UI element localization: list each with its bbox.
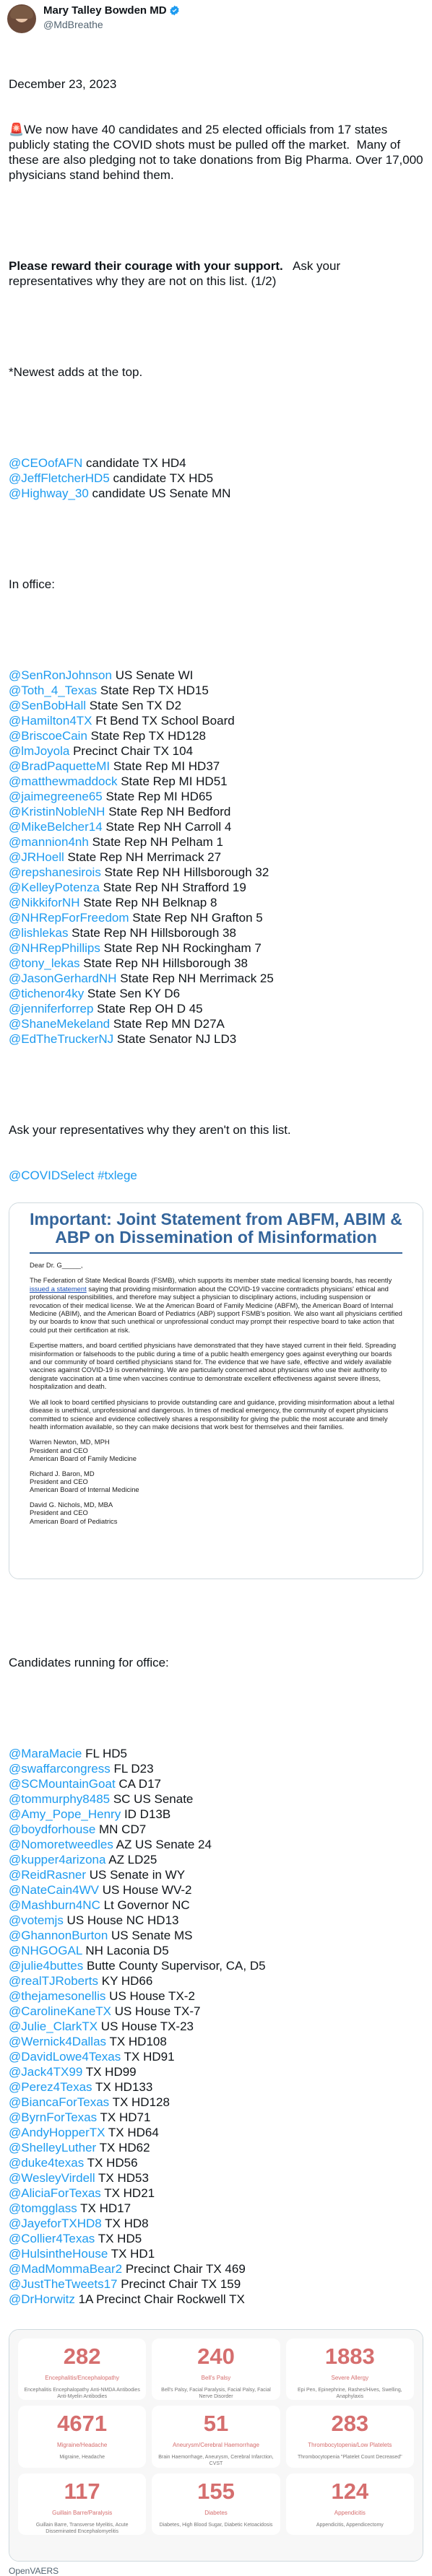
stat-card xyxy=(152,2474,280,2535)
mention-link[interactable]: @GhannonBurton xyxy=(9,1929,108,1942)
mention-link[interactable]: @NHRepForFreedom xyxy=(9,911,129,925)
candidate-office: TX HD91 xyxy=(121,2050,175,2064)
candidate-item xyxy=(9,2231,423,2246)
candidate-office: TX HD17 xyxy=(77,2201,131,2215)
candidate-office: US House TX-7 xyxy=(111,2004,201,2018)
candidate-office: US House WV-2 xyxy=(98,1883,192,1897)
official-item xyxy=(9,865,423,880)
candidate-item xyxy=(9,2079,423,2095)
tweet-text-2 xyxy=(0,1579,432,2322)
new-add-item xyxy=(9,471,423,486)
document-paragraph-3: We all look to board certified physicians to provide outstanding care and guidance, providing misinformation about a lethal disease is unethical, unprofessional and dangerous. In times of medical emergency, the community of expert physicians committed to science and evidence collectively shares a responsibility for giving the public the most accurate and timely health information available, so they can make decisions that work best for themselves and their families. xyxy=(30,1397,394,1431)
ask-again-text: Ask your representatives why they aren't on this list. xyxy=(9,1123,291,1137)
official-office: State Rep NH Merrimack 27 xyxy=(64,850,222,864)
candidate-office: US Senate in WY xyxy=(86,1868,186,1882)
candidate-item xyxy=(9,2049,423,2064)
candidate-item xyxy=(9,1746,423,1761)
candidate-item xyxy=(9,1807,423,1822)
stat-card xyxy=(286,2474,414,2535)
mention-link[interactable]: @Mashburn4NC xyxy=(9,1898,100,1912)
candidate-office: 1A Precinct Chair Rockwell TX xyxy=(74,2292,245,2306)
mention-link[interactable]: @BriscoeCain xyxy=(9,729,87,743)
candidate-office: AZ US Senate 24 xyxy=(113,1838,212,1851)
image-source: OpenVAERS xyxy=(9,2566,59,2576)
candidate-item xyxy=(9,2261,423,2276)
candidate-office: Butte County Supervisor, CA, D5 xyxy=(83,1959,266,1973)
mention-link[interactable]: @MaraMacie xyxy=(9,1747,82,1760)
stat-description: Epi Pen, Epinephrine, Rashes/Hives, Swelling, Anaphylaxis xyxy=(297,2388,402,2399)
candidate-item xyxy=(9,2019,423,2034)
stat-number: 282 xyxy=(63,2344,101,2369)
in-office-label: In office: xyxy=(9,577,55,591)
candidate-item xyxy=(9,1761,423,1776)
ask-paragraph: Please reward their courage with your support. Ask your representatives why they are not on this list. (1/2) xyxy=(9,259,344,288)
mention-link[interactable]: @EdTheTruckerNJ xyxy=(9,1032,114,1046)
statement-link: issued a statement xyxy=(30,1284,87,1293)
mention-link[interactable]: @JayeforTXHD8 xyxy=(9,2217,102,2230)
mention-link[interactable]: @ShaneMekeland xyxy=(9,1017,111,1031)
official-item xyxy=(9,698,423,713)
stat-description: Diabetes, High Blood Sugar, Diabetic Ketoacidosis xyxy=(159,2522,273,2528)
official-item xyxy=(9,895,423,910)
candidate-item xyxy=(9,2246,423,2261)
document-paragraph-2: Expertise matters, and board certified physicians have demonstrated that they have stayed current in their field. Spreading misinformation or falsehoods to the public during a time of a public health emergency goes against everything our boards and our community of board certified physicians stand for. The evidence that we have safe, effective and widely available vaccines against COVID-19 is overwhelming. We are particularly concerned about physicians who use their authority to denigrate vaccination at a time when vaccines continue to demonstrate excellent effectiveness against severe illness, hospitalization and death. xyxy=(30,1341,397,1391)
mention-link[interactable]: @CarolineKaneTX xyxy=(9,2004,111,2018)
official-office: US Senate WI xyxy=(111,668,194,682)
candidate-office: US Senate MS xyxy=(108,1929,193,1942)
official-office: State Sen TX D2 xyxy=(86,699,182,712)
mention-link[interactable]: @MikeBelcher14 xyxy=(9,820,103,834)
tweet-text xyxy=(0,38,432,1198)
mention-link[interactable]: @Amy_Pope_Henry xyxy=(9,1807,121,1821)
mention-link[interactable]: @Perez4Texas xyxy=(9,2080,92,2094)
mention-link[interactable]: @BiancaForTexas xyxy=(9,2095,110,2109)
new-add-item xyxy=(9,455,423,471)
mention-link[interactable]: @NHGOGAL xyxy=(9,1944,82,1957)
official-item xyxy=(9,940,423,956)
mention-link[interactable]: @CEOofAFN xyxy=(9,456,83,470)
candidate-office: CA D17 xyxy=(115,1777,161,1791)
official-office: State Rep TX HD15 xyxy=(97,684,209,697)
candidate-item xyxy=(9,1898,423,1913)
mention-link[interactable]: @Hamilton4TX xyxy=(9,714,92,728)
official-item xyxy=(9,713,423,728)
mention-link[interactable]: @WesleyVirdell xyxy=(9,2171,95,2185)
stat-card xyxy=(286,2339,414,2400)
mention-link[interactable]: @swaffarcongress xyxy=(9,1762,111,1776)
new-add-item xyxy=(9,486,423,501)
title-divider xyxy=(30,1252,402,1254)
stat-number: 155 xyxy=(197,2478,235,2504)
stat-number: 117 xyxy=(64,2478,100,2504)
candidate-office: TX HD64 xyxy=(105,2126,159,2139)
newest-note: *Newest adds at the top. xyxy=(9,365,143,379)
stat-card xyxy=(18,2474,146,2535)
official-item xyxy=(9,850,423,865)
mention-link[interactable]: @Toth_4_Texas xyxy=(9,684,98,697)
candidate-item xyxy=(9,2201,423,2216)
mention-link[interactable]: @repshanesirois xyxy=(9,865,101,879)
candidate-item xyxy=(9,2125,423,2140)
stats-image[interactable] xyxy=(9,2329,423,2562)
mention-link[interactable]: @Jack4TX99 xyxy=(9,2065,83,2079)
in-office-list xyxy=(9,668,423,1047)
stat-description: Appendicitis, Appendicectomy xyxy=(316,2522,384,2528)
mention-link[interactable]: @HulsintheHouse xyxy=(9,2247,108,2261)
official-office: State Rep NH Pelham 1 xyxy=(88,835,223,849)
mention-link[interactable]: @julie4buttes xyxy=(9,1959,84,1973)
candidate-office: TX HD71 xyxy=(97,2110,151,2124)
official-item xyxy=(9,910,423,925)
stat-description: Migraine, Headache xyxy=(59,2455,105,2461)
candidate-office: FL HD5 xyxy=(82,1747,128,1760)
mention-link[interactable]: @tomgglass xyxy=(9,2201,77,2215)
official-item xyxy=(9,668,423,683)
candidate-office: TX HD1 xyxy=(108,2247,155,2261)
candidate-office: AZ LD25 xyxy=(105,1853,157,1866)
mention-link[interactable]: @AliciaForTexas xyxy=(9,2186,101,2200)
intro-paragraph: 🚨We now have 40 candidates and 25 elected officials from 17 states publicly stating the COVID shots must be pulled off the market. Many of these are also pledging not to take donations from Big Pharma. Over 17,000 physicians stand behind them. xyxy=(9,123,427,182)
candidate-item xyxy=(9,1837,423,1852)
official-item xyxy=(9,774,423,789)
official-office: State Rep NH Hillsborough 38 xyxy=(79,956,248,970)
stat-card xyxy=(152,2406,280,2467)
official-office: State Rep TX HD128 xyxy=(87,729,207,743)
candidate-item xyxy=(9,1882,423,1898)
official-item xyxy=(9,759,423,774)
candidate-office: NH Laconia D5 xyxy=(82,1944,169,1957)
candidate-office: US House TX-23 xyxy=(98,2020,194,2033)
candidate-office: TX HD62 xyxy=(96,2141,150,2154)
tags-links[interactable]: @COVIDSelect #txlege xyxy=(9,1169,137,1182)
mention-link[interactable]: @tichenor4ky xyxy=(9,987,85,1000)
candidate-item xyxy=(9,2276,423,2292)
official-item xyxy=(9,789,423,804)
candidate-item xyxy=(9,1867,423,1882)
stat-card xyxy=(18,2339,146,2400)
candidate-item xyxy=(9,2216,423,2231)
mention-link[interactable]: @votemjs xyxy=(9,1913,64,1927)
stat-category: Migraine/Headache xyxy=(56,2442,108,2449)
mention-link[interactable]: @Collier4Texas xyxy=(9,2232,95,2245)
stat-category: Thrombocytopenia/Low Platelets xyxy=(308,2442,392,2449)
mention-link[interactable]: @Nomoretweedles xyxy=(9,1838,113,1851)
document-image[interactable] xyxy=(9,1202,423,1579)
candidate-office: US House NC HD13 xyxy=(63,1913,179,1927)
ask-bold-text: Please reward their courage with your support. xyxy=(9,259,283,273)
mention-link[interactable]: @tommurphy8485 xyxy=(9,1792,111,1806)
official-office: State Rep MI HD51 xyxy=(117,774,228,788)
mention-link[interactable]: @JRHoell xyxy=(9,850,64,864)
stat-number: 51 xyxy=(203,2411,229,2437)
candidate-office: TX HD53 xyxy=(95,2171,149,2185)
candidate-item xyxy=(9,2004,423,2019)
tweet-header xyxy=(0,0,432,38)
mention-link[interactable]: @kupper4arizona xyxy=(9,1853,106,1866)
stat-number: 4671 xyxy=(57,2411,108,2437)
mention-link[interactable]: @realTJRoberts xyxy=(9,1974,99,1988)
candidate-office: TX HD21 xyxy=(100,2186,155,2200)
official-office: Ft Bend TX School Board xyxy=(92,714,235,728)
candidate-office: TX HD133 xyxy=(92,2080,153,2094)
candidate-item xyxy=(9,1822,423,1837)
candidate-office: TX HD99 xyxy=(82,2065,137,2079)
candidate-office: KY HD66 xyxy=(98,1974,153,1988)
mention-link[interactable]: @jenniferforrep xyxy=(9,1002,94,1016)
mention-link[interactable]: @DavidLowe4Texas xyxy=(9,2050,121,2064)
official-item xyxy=(9,1016,423,1031)
official-office: State Rep MI HD37 xyxy=(110,759,220,773)
candidate-office: SC US Senate xyxy=(110,1792,194,1806)
candidate-office: Precinct Chair TX 159 xyxy=(117,2277,241,2291)
official-office: State Rep NH Merrimack 25 xyxy=(116,972,274,985)
candidate-item xyxy=(9,1852,423,1867)
candidate-item xyxy=(9,1958,423,1973)
mention-link[interactable]: @SenRonJohnson xyxy=(9,668,112,682)
avatar[interactable] xyxy=(7,4,36,33)
candidate-office: TX HD56 xyxy=(84,2156,138,2170)
document-title: Important: Joint Statement from ABFM, ABIM & ABP on Dissemination of Misinformation xyxy=(30,1210,402,1246)
mention-link[interactable]: @mannion4nh xyxy=(9,835,89,849)
stat-number: 1883 xyxy=(324,2344,375,2369)
candidate-office: US House TX-2 xyxy=(105,1989,195,2003)
document-salutation: Dear Dr. G_____, xyxy=(30,1261,83,1269)
candidate-item xyxy=(9,1791,423,1807)
candidate-item xyxy=(9,1988,423,2004)
siren-emoji-icon: 🚨 xyxy=(9,123,25,136)
candidate-item xyxy=(9,2064,423,2079)
mention-link[interactable]: @ShelleyLuther xyxy=(9,2141,97,2154)
candidate-office: TX HD128 xyxy=(109,2095,170,2109)
candidate-office: TX HD8 xyxy=(101,2217,149,2230)
stat-card xyxy=(286,2406,414,2467)
mention-link[interactable]: @ByrnForTexas xyxy=(9,2110,98,2124)
stat-card xyxy=(152,2339,280,2400)
official-item xyxy=(9,880,423,895)
stats-grid xyxy=(9,2330,423,2544)
official-item xyxy=(9,971,423,986)
stat-category: Aneurysm/Cerebral Haemorrhage xyxy=(172,2442,260,2449)
stat-description: Thrombocytopenia "Platelet Count Decreased" xyxy=(297,2455,402,2461)
candidate-item xyxy=(9,1913,423,1928)
candidate-item xyxy=(9,2292,423,2307)
official-office: Precinct Chair TX 104 xyxy=(69,744,194,758)
mention-link[interactable]: @ReidRasner xyxy=(9,1868,87,1882)
official-office: State Rep MI HD65 xyxy=(102,790,212,803)
official-item xyxy=(9,819,423,834)
mention-link[interactable]: @Wernick4Dallas xyxy=(9,2035,107,2048)
stat-category: Diabetes xyxy=(204,2509,228,2516)
mention-link[interactable]: @Julie_ClarkTX xyxy=(9,2020,98,2033)
candidate-item xyxy=(9,2110,423,2125)
document-paragraph-1: The Federation of State Medical Boards (FSMB), which supports its member state medical licensing boards, has recently issued a statement saying that providing misinformation about the COVID-19 vaccine contradicts physicians' ethical and professional responsibilities, and therefore may subject a physician to disciplinary actions, including suspension or revocation of their medical license. We at the American Board of Family Medicine (ABFM), the American Board of Internal Medicine (ABIM), and the American Board of Pediatrics (ABP) support FSMB's position. We also want all physicians certified by our boards to know that such unethical or unprofessional conduct may prompt their respective board to take action that could put their certification at risk. xyxy=(30,1276,402,1334)
mention-link[interactable]: @jaimegreene65 xyxy=(9,790,103,803)
signature-1: Warren Newton, MD, MPH President and CEO American Board of Family Medicine xyxy=(30,1438,137,1463)
new-add-office: candidate TX HD4 xyxy=(82,456,186,470)
official-office: State Rep NH Bedford xyxy=(105,805,231,818)
new-add-office: candidate US Senate MN xyxy=(88,486,231,500)
stat-description: Guillain Barre, Transverse Myelitis, Acute Disseminated Encephalomyelitis xyxy=(35,2522,129,2534)
official-office: State Sen KY D6 xyxy=(84,987,181,1000)
stat-category: Bell's Palsy xyxy=(201,2375,231,2381)
stat-number: 240 xyxy=(197,2344,235,2369)
mention-link[interactable]: @JeffFletcherHD5 xyxy=(9,471,110,485)
stat-description: Encephalitis Encephalopathy Anti-NMDA Antibodies Anti-Myelin Antibodies xyxy=(24,2388,140,2399)
mention-link[interactable]: @matthewmaddock xyxy=(9,774,118,788)
official-office: State Rep NH Rockingham 7 xyxy=(100,941,262,955)
stat-category: Guillain Barre/Paralysis xyxy=(52,2509,113,2516)
mention-link[interactable]: @SenBobHall xyxy=(9,699,87,712)
candidate-item xyxy=(9,2095,423,2110)
mention-link[interactable]: @JasonGerhardNH xyxy=(9,972,117,985)
new-add-office: candidate TX HD5 xyxy=(109,471,214,485)
candidates-list xyxy=(9,1746,423,2307)
official-office: State Rep NH Hillsborough 38 xyxy=(68,926,236,940)
mention-link[interactable]: @NikkiforNH xyxy=(9,896,80,909)
signature-2: Richard J. Baron, MD President and CEO American Board of Internal Medicine xyxy=(30,1469,139,1494)
official-item xyxy=(9,804,423,819)
candidate-office: TX HD5 xyxy=(95,2232,142,2245)
official-item xyxy=(9,834,423,850)
official-item xyxy=(9,925,423,940)
official-item xyxy=(9,986,423,1001)
mention-link[interactable]: @tony_lekas xyxy=(9,956,80,970)
mention-link[interactable]: @SCMountainGoat xyxy=(9,1777,116,1791)
mention-link[interactable]: @lmJoyola xyxy=(9,744,70,758)
mention-link[interactable]: @AndyHopperTX xyxy=(9,2126,105,2139)
stat-category: Appendicitis xyxy=(334,2509,366,2516)
verified-badge-icon xyxy=(169,5,180,16)
candidate-item xyxy=(9,1928,423,1943)
candidate-office: MN CD7 xyxy=(95,1822,147,1836)
candidate-office: ID D13B xyxy=(121,1807,171,1821)
candidate-item xyxy=(9,2170,423,2186)
mention-link[interactable]: @BradPaquetteMI xyxy=(9,759,111,773)
official-office: State Rep MN D27A xyxy=(110,1017,225,1031)
candidate-item xyxy=(9,1776,423,1791)
mention-link[interactable]: @thejamesonellis xyxy=(9,1989,106,2003)
candidate-item xyxy=(9,1973,423,1988)
mention-link[interactable]: @Highway_30 xyxy=(9,486,89,500)
mention-link[interactable]: @MadMommaBear2 xyxy=(9,2262,123,2276)
candidate-item xyxy=(9,2034,423,2049)
mention-link[interactable]: @KristinNobleNH xyxy=(9,805,105,818)
author-name-row[interactable] xyxy=(43,4,180,17)
mention-link[interactable]: @JustTheTweets17 xyxy=(9,2277,118,2291)
mention-link[interactable]: @NHRepPhillips xyxy=(9,941,100,955)
official-office: State Rep NH Strafford 19 xyxy=(99,881,246,894)
new-adds-list xyxy=(9,455,423,501)
official-item xyxy=(9,1001,423,1016)
official-item xyxy=(9,956,423,971)
official-item xyxy=(9,728,423,743)
official-item xyxy=(9,683,423,698)
candidate-item xyxy=(9,2186,423,2201)
candidate-office: Precinct Chair TX 469 xyxy=(122,2262,246,2276)
author-name[interactable]: Mary Talley Bowden MD xyxy=(43,4,167,17)
official-office: State Senator NJ LD3 xyxy=(113,1032,237,1046)
candidate-item xyxy=(9,2140,423,2155)
candidate-office: FL D23 xyxy=(110,1762,154,1776)
candidate-item xyxy=(9,2155,423,2170)
candidate-office: TX HD108 xyxy=(106,2035,167,2048)
mention-link[interactable]: @boydforhouse xyxy=(9,1822,96,1836)
stat-number: 283 xyxy=(331,2411,369,2437)
mention-link[interactable]: @KelleyPotenza xyxy=(9,881,100,894)
official-office: State Rep NH Hillsborough 32 xyxy=(100,865,269,879)
author-handle[interactable]: @MdBreathe xyxy=(43,19,103,30)
tweet-date: December 23, 2023 xyxy=(9,77,117,91)
mention-link[interactable]: @duke4texas xyxy=(9,2156,85,2170)
mention-link[interactable]: @NateCain4WV xyxy=(9,1883,99,1897)
mention-link[interactable]: @lishlekas xyxy=(9,926,69,940)
official-office: State Rep NH Carroll 4 xyxy=(102,820,232,834)
official-office: State Rep NH Grafton 5 xyxy=(129,911,263,925)
candidate-office: Lt Governor NC xyxy=(100,1898,190,1912)
signature-3: David G. Nichols, MD, MBA President and CEO American Board of Pediatrics xyxy=(30,1500,118,1525)
official-item xyxy=(9,743,423,759)
official-item xyxy=(9,1031,423,1047)
mention-link[interactable]: @DrHorwitz xyxy=(9,2292,75,2306)
stat-description: Brain Haemorrhage, Aneurysm, Cerebral Infarction, CVST xyxy=(158,2455,274,2467)
official-office: State Rep OH D 45 xyxy=(93,1002,203,1016)
candidates-label: Candidates running for office: xyxy=(9,1656,169,1669)
official-office: State Rep NH Belknap 8 xyxy=(79,896,217,909)
stat-description: Bell's Palsy, Facial Paralysis, Facial Palsy, Facial Nerve Disorder xyxy=(161,2388,271,2399)
stat-category: Encephalitis/Encephalopathy xyxy=(45,2375,120,2381)
stat-card xyxy=(18,2406,146,2467)
candidate-item xyxy=(9,1943,423,1958)
stat-number: 124 xyxy=(331,2478,369,2504)
stat-category: Severe Allergy xyxy=(331,2375,369,2381)
